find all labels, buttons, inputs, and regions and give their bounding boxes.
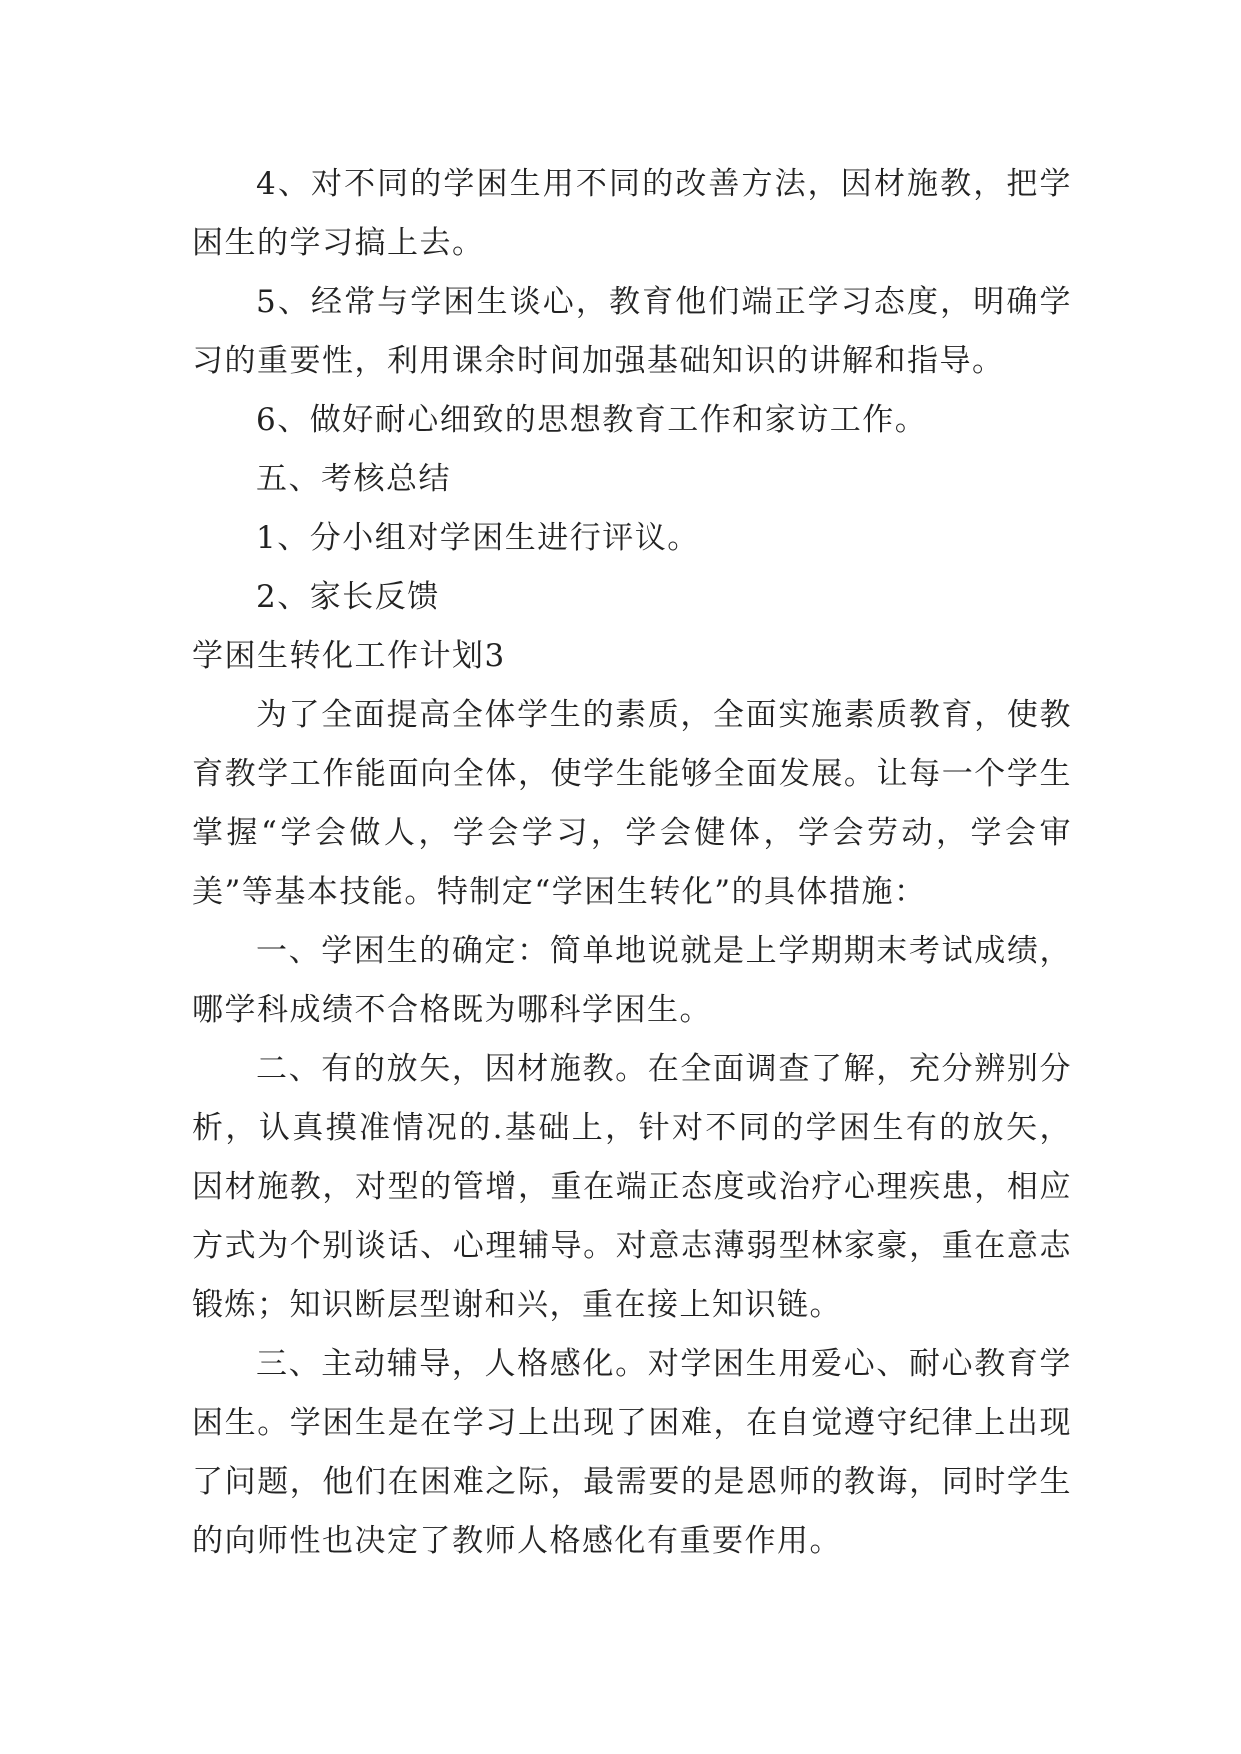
paragraph-section-3: 三、主动辅导，人格感化。对学困生用爱心、耐心教育学困生。学困生是在学习上出现了困难，在自觉遵守纪律上出现了问题，他们在困难之际，最需要的是恩师的教诲，同时学生的向师性也决定了教师人格感化有重要作用。 bbox=[192, 1346, 1072, 1559]
document-subtitle: 学困生转化工作计划3 bbox=[192, 638, 506, 674]
paragraph-assessment-1: 1、分小组对学困生进行评议。 bbox=[256, 520, 700, 556]
paragraph-intro: 为了全面提高全体学生的素质，全面实施素质教育，使教育教学工作能面向全体，使学生能够全面发展。让每一个学生掌握“学会做人，学会学习，学会健体，学会劳动，学会审美”等基本技能。特制定“学困生转化”的具体措施： bbox=[192, 697, 1072, 910]
paragraph-section-1: 一、学困生的确定：简单地说就是上学期期末考试成绩，哪学科成绩不合格既为哪科学困生。 bbox=[192, 933, 1072, 1028]
paragraph-item-4: 4、对不同的学困生用不同的改善方法，因材施教，把学困生的学习搞上去。 bbox=[192, 166, 1072, 261]
paragraph-item-6: 6、做好耐心细致的思想教育工作和家访工作。 bbox=[256, 402, 928, 438]
document-body bbox=[192, 155, 1072, 1571]
paragraph-item-5: 5、经常与学困生谈心，教育他们端正学习态度，明确学习的重要性，利用课余时间加强基础知识的讲解和指导。 bbox=[192, 284, 1072, 379]
section-heading-assessment: 五、考核总结 bbox=[256, 461, 451, 497]
paragraph-assessment-2: 2、家长反馈 bbox=[256, 579, 440, 615]
paragraph-section-2: 二、有的放矢，因材施教。在全面调查了解，充分辨别分析，认真摸准情况的.基础上，针对不同的学困生有的放矢，因材施教，对型的管增，重在端正态度或治疗心理疾患，相应方式为个别谈话、心理辅导。对意志薄弱型林家豪，重在意志锻炼；知识断层型谢和兴，重在接上知识链。 bbox=[192, 1051, 1072, 1323]
